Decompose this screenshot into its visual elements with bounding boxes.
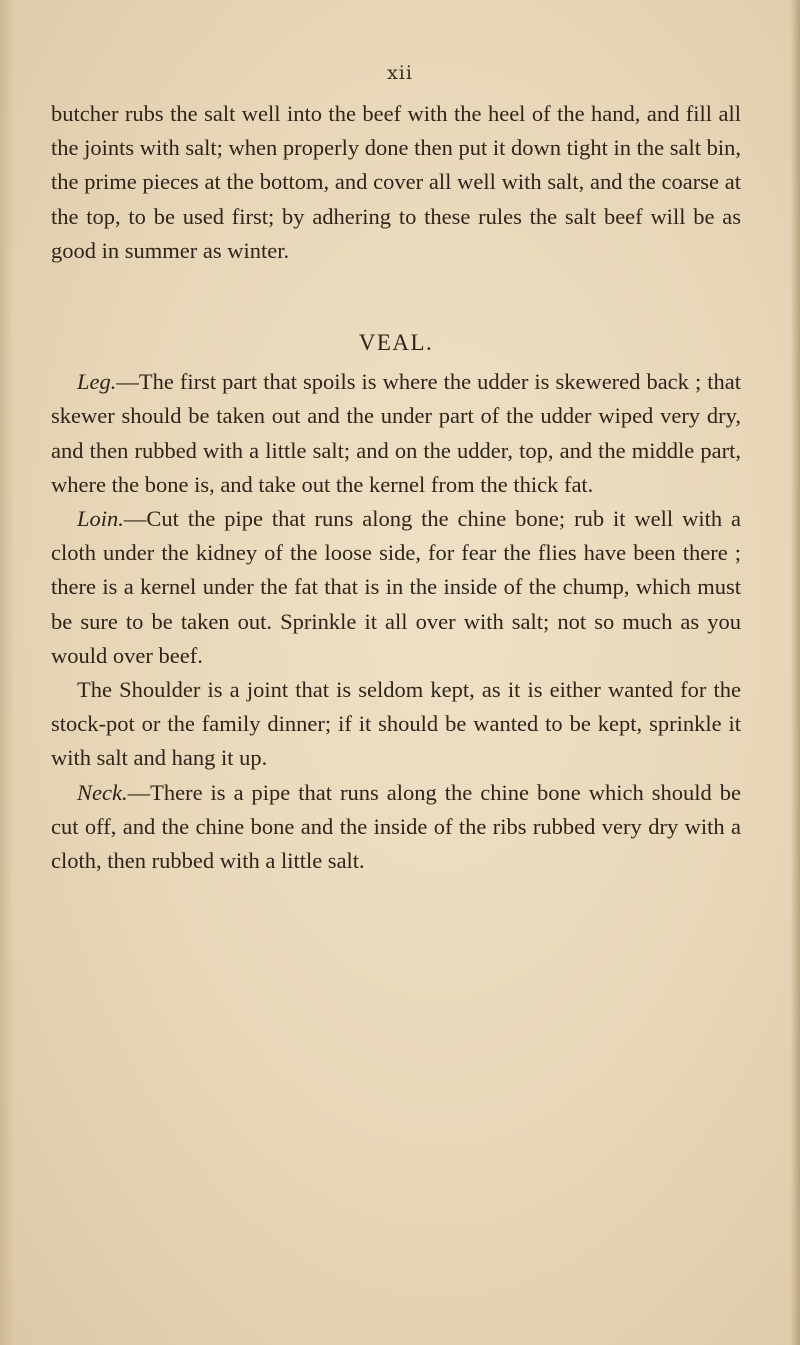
paragraph-lead: Leg.	[77, 369, 117, 395]
paragraph-loin	[51, 502, 741, 673]
paragraph-text: —The first part that spoils is where the udder is skewered back ; that skewer should be taken out and the under part of the udder wiped very dry, and then rubbed with a little salt; and on the udder, top, and the middle part, where the bone is, and take out the kernel from the thick fat.	[51, 369, 741, 497]
section-heading: VEAL.	[358, 330, 434, 356]
paragraph-lead: Neck.	[77, 779, 128, 805]
paragraph-text: —Cut the pipe that runs along the chine bone; rub it well with a cloth under the kidney of the loose side, for fear the flies have been there ; there is a kernel under the fat that is in the inside of the chump, which must be sure to be taken out. Sprinkle it all over with salt; not so much as you would over beef.	[51, 506, 741, 668]
paragraph-text: —There is a pipe that runs along the chine bone which should be cut off, and the chine bone and the inside of the ribs rubbed very dry with a cloth, then rubbed with a little salt.	[51, 779, 741, 874]
paragraph-neck	[51, 776, 741, 879]
page-edge-shadow	[790, 0, 800, 1345]
paragraph-leg	[51, 365, 741, 502]
opening-paragraph: butcher rubs the salt well into the beef with the heel of the hand, and fill all the joints with salt; when properly done then put it down tight in the salt bin, the prime pieces at the bottom, and cover all well with salt, and the coarse at the top, to be used first; by adhering to these rules the salt beef will be as good in summer as winter.	[51, 101, 741, 263]
paragraph-lead: Loin.	[77, 506, 124, 532]
page-number: xii	[387, 62, 413, 84]
page-gutter-shadow	[0, 0, 14, 1345]
paragraph-shoulder	[51, 673, 741, 776]
paragraph-text: The Shoulder is a joint that is seldom kept, as it is either wanted for the stock-pot or the family dinner; if it should be wanted to be kept, sprinkle it with salt and hang it up.	[51, 677, 741, 771]
page-body	[51, 97, 741, 878]
